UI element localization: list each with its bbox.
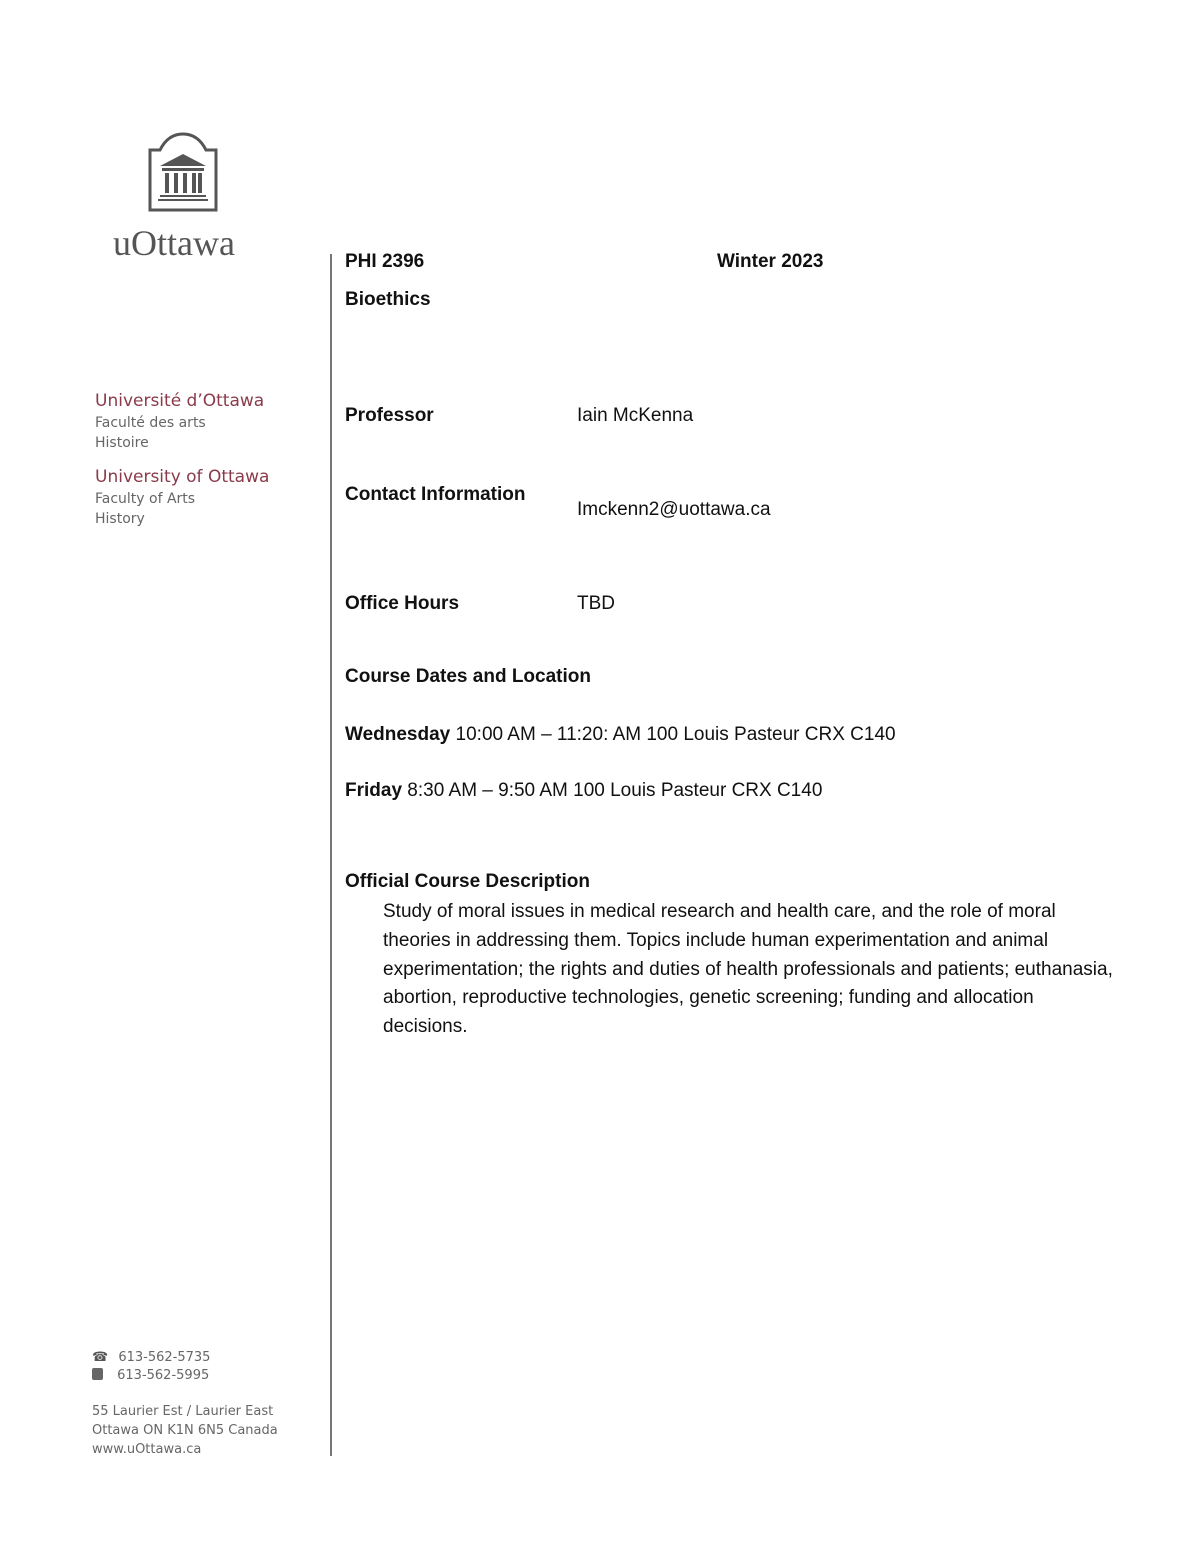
- course-title: Bioethics: [345, 289, 431, 310]
- en-university-name: University of Ottawa: [95, 467, 270, 487]
- university-building-logo-icon: [146, 130, 220, 212]
- professor-label: Professor: [345, 405, 434, 426]
- contact-email[interactable]: Imckenn2@uottawa.ca: [577, 499, 771, 520]
- office-hours-label: Office Hours: [345, 593, 460, 614]
- fax-line: [92, 1366, 209, 1385]
- divider-line: [330, 254, 332, 1456]
- course-description: Study of moral issues in medical research and health care, and the role of moral theories in addressing them. Topics include human experimentation and animal experimentation; the rights and duties of health professionals and patients; euthanasia, abortion, reproductive technologies, genetic screening; funding and allocation decisions.: [383, 901, 1113, 1038]
- session-details: 10:00 AM – 11:20: AM 100 Louis Pasteur CRX C140: [450, 724, 896, 745]
- phone-number: 613-562-5735: [118, 1350, 211, 1365]
- course-term: Winter 2023: [717, 251, 824, 272]
- en-department: History: [95, 511, 145, 527]
- course-dates-heading: Course Dates and Location: [345, 666, 591, 687]
- fr-university-name: Université d’Ottawa: [95, 391, 265, 411]
- contact-label: Contact Information: [345, 484, 526, 505]
- session-wednesday: [345, 724, 896, 746]
- telephone-icon: ☎: [92, 1350, 109, 1365]
- session-day: Wednesday: [345, 724, 451, 745]
- fax-number: 613-562-5995: [117, 1368, 210, 1383]
- fr-department: Histoire: [95, 435, 149, 451]
- address-line-1: 55 Laurier Est / Laurier East: [92, 1404, 274, 1419]
- description-heading: Official Course Description: [345, 871, 590, 892]
- professor-name: Iain McKenna: [577, 405, 694, 426]
- en-faculty: Faculty of Arts: [95, 491, 196, 507]
- session-day: Friday: [345, 780, 403, 801]
- session-details: 8:30 AM – 9:50 AM 100 Louis Pasteur CRX C140: [402, 780, 823, 801]
- address-line-2: Ottawa ON K1N 6N5 Canada: [92, 1423, 278, 1438]
- fax-icon: [92, 1368, 103, 1380]
- fr-faculty: Faculté des arts: [95, 415, 206, 431]
- course-code: PHI 2396: [345, 251, 425, 272]
- website-link[interactable]: www.uOttawa.ca: [92, 1442, 202, 1457]
- session-friday: [345, 780, 822, 802]
- office-hours-value: TBD: [577, 593, 615, 614]
- phone-line: [92, 1348, 210, 1367]
- logo-wordmark: uOttawa: [113, 223, 235, 263]
